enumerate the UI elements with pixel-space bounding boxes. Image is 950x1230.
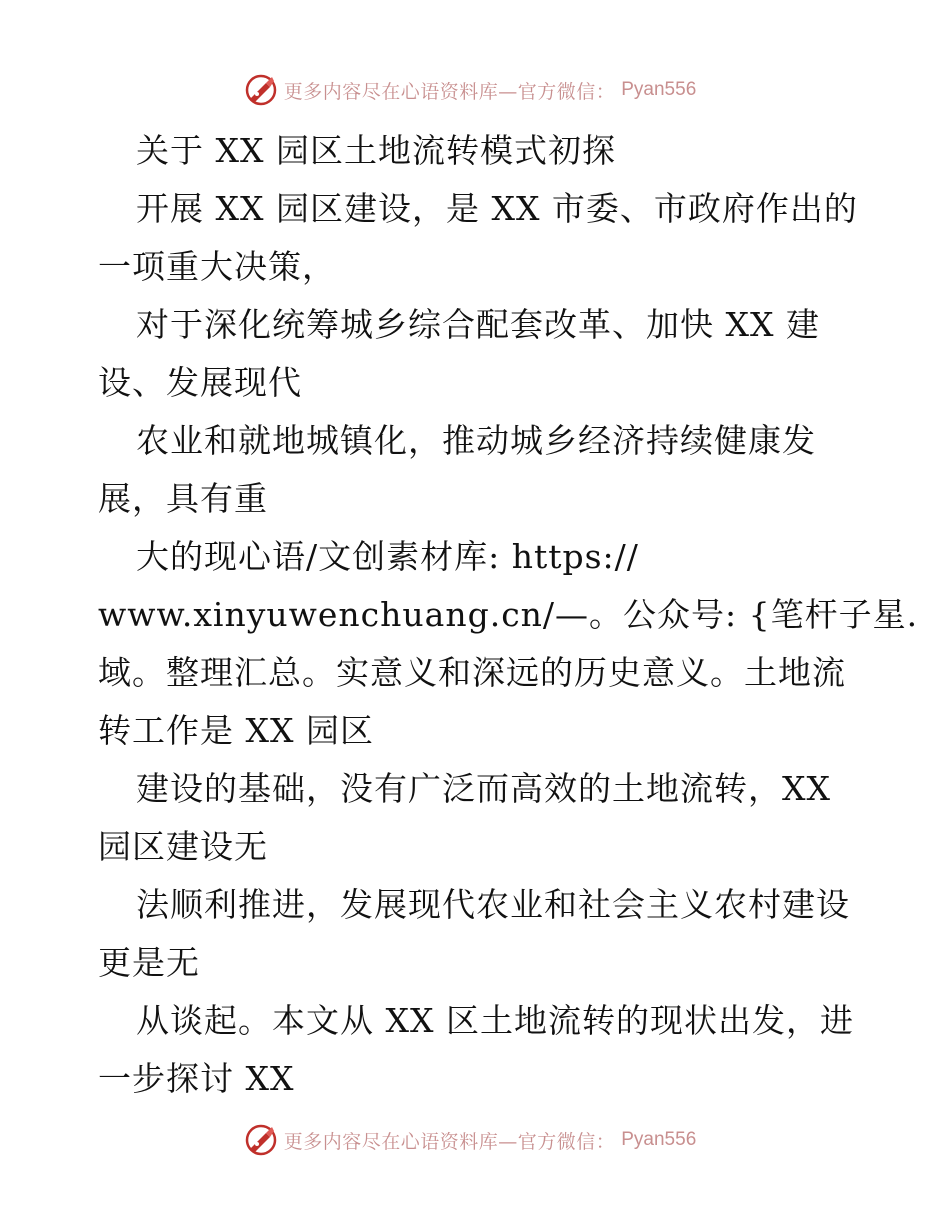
paragraph-line: 法顺利推进，发展现代农业和社会主义农村建设 [136,885,850,924]
footer-banner [0,1120,950,1160]
document-title: 关于 XX 园区土地流转模式初探 [136,131,616,170]
paragraph-line: 农业和就地城镇化，推动城乡经济持续健康发 [136,421,816,460]
document-body [98,122,919,1108]
paragraph-line: 设、发展现代 [98,363,302,402]
paragraph-line: 建设的基础，没有广泛而高效的土地流转，XX [136,769,831,808]
paragraph-line: 开展 XX 园区建设，是 XX 市委、市政府作出的 [136,189,858,228]
pen-nib-icon [244,1123,278,1157]
paragraph-line: 一步探讨 XX [98,1059,295,1098]
banner-wechat-id: Pyan556 [621,79,697,100]
paragraph-line: 更是无 [98,943,200,982]
paragraph-line: 一项重大决策， [98,247,336,286]
paragraph-line: 转工作是 XX 园区 [98,711,374,750]
banner-text: 更多内容尽在心语资料库—官方微信： [283,1130,616,1153]
paragraph-line: www.xinyuwenchuang.cn/—。公众号: {笔杆子星. [98,595,919,634]
header-banner [0,70,950,110]
paragraph-line: 园区建设无 [98,827,268,866]
paragraph-line: 域。整理汇总。实意义和深远的历史意义。土地流 [98,653,846,692]
pen-nib-icon [244,73,278,107]
paragraph-line: 大的现心语/文创素材库: https:// [136,537,639,576]
banner-wechat-id: Pyan556 [621,1129,697,1150]
paragraph-line: 从谈起。本文从 XX 区土地流转的现状出发，进 [136,1001,854,1040]
paragraph-line: 展，具有重 [98,479,268,518]
paragraph-line: 对于深化统筹城乡综合配套改革、加快 XX 建 [136,305,820,344]
banner-text: 更多内容尽在心语资料库—官方微信： [283,80,616,103]
